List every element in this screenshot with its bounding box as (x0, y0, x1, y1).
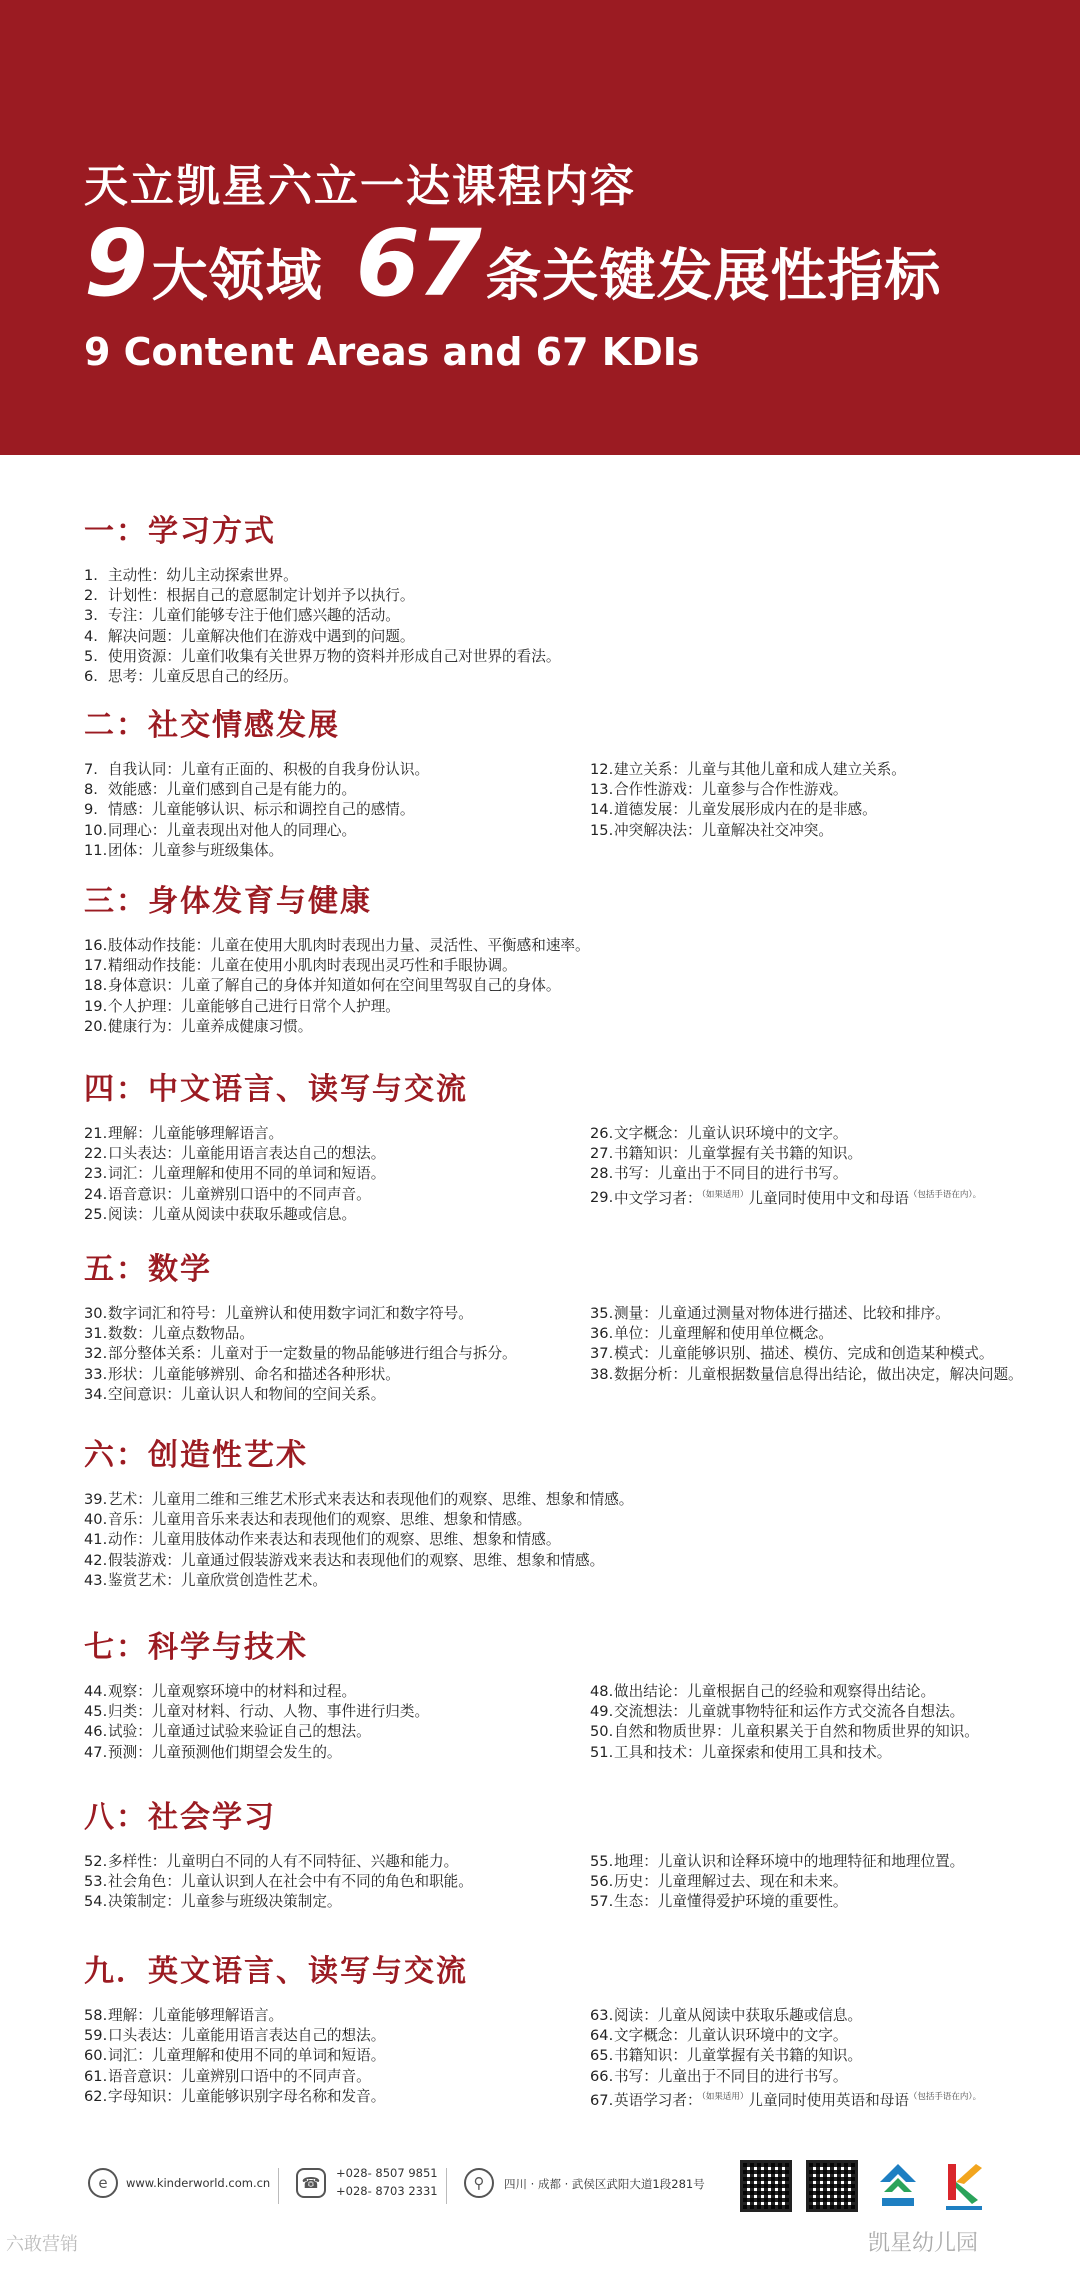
list-item: 61.语音意识：儿童辨别口语中的不同声音。 (84, 2067, 371, 2085)
list-item: 56.历史：儿童理解过去、现在和未来。 (590, 1873, 848, 1891)
location-pin-icon: ⚲ (464, 2168, 494, 2198)
list-item: 45.归类：儿童对材料、行动、人物、事件进行归类。 (84, 1703, 430, 1721)
list-item: 55.地理：儿童认识和诠释环境中的地理特征和地理位置。 (590, 1853, 965, 1870)
section-social-emotional (84, 702, 1074, 859)
list-item: 3. 专注：儿童们能够专注于他们感兴趣的活动。 (84, 607, 400, 625)
list-item: 62.字母知识：儿童能够识别字母名称和发音。 (84, 2087, 386, 2105)
section-title: 四：中文语言、读写与交流 (84, 1072, 468, 1107)
list-item: 24.语音意识：儿童辨别口语中的不同声音。 (84, 1185, 371, 1203)
list-item: 31.数数：儿童点数物品。 (84, 1325, 254, 1343)
list-item: 13.合作性游戏：儿童参与合作性游戏。 (590, 781, 848, 799)
list-item: 29.中文学习者：$^{(如果适用)}$儿童同时使用中文和母语$^{(包括手语在内)。}$ (590, 1189, 982, 1207)
list-item: 23.词汇：儿童理解和使用不同的单词和短语。 (84, 1165, 386, 1183)
section-physical-health (84, 878, 1074, 1035)
list-item: 34.空间意识：儿童认识人和物间的空间关系。 (84, 1385, 386, 1403)
section-english-literacy (84, 1948, 1074, 2109)
kdi-list-right (590, 1124, 1080, 1205)
list-item: 5. 使用资源：儿童们收集有关世界万物的资料并形成自己对世界的看法。 (84, 647, 561, 665)
kdi-list-left (84, 566, 584, 687)
list-item: 15.冲突解决法：儿童解决社交冲突。 (590, 821, 833, 839)
list-item: 39.艺术：儿童用二维和三维艺术形式来表达和表现他们的观察、思维、想象和情感。 (84, 1491, 634, 1508)
list-item: 11.团体：儿童参与班级集体。 (84, 841, 284, 859)
section-science-technology (84, 1624, 1074, 1761)
section-title: 六：创造性艺术 (84, 1438, 308, 1473)
list-item: 46.试验：儿童通过试验来验证自己的想法。 (84, 1723, 371, 1741)
list-item: 41.动作：儿童用肢体动作来表达和表现他们的观察、思维、想象和情感。 (84, 1531, 561, 1549)
list-item: 16.肢体动作技能：儿童在使用大肌肉时表现出力量、灵活性、平衡感和速率。 (84, 937, 590, 954)
kdi-list-left (84, 1490, 984, 1591)
list-item: 42.假装游戏：儿童通过假装游戏来表达和表现他们的观察、思维、想象和情感。 (84, 1551, 605, 1569)
section-title: 二：社交情感发展 (84, 708, 340, 743)
section-title: 五：数学 (84, 1252, 212, 1287)
watermark-right: 凯星幼儿园 (868, 2231, 979, 2256)
list-item: 8. 效能感：儿童们感到自己是有能力的。 (84, 781, 357, 799)
list-item: 64.文字概念：儿童认识环境中的文字。 (590, 2027, 848, 2045)
list-item: 35.测量：儿童通过测量对物体进行描述、比较和排序。 (590, 1305, 950, 1322)
section-social-studies (84, 1794, 1074, 1911)
list-item: 44.观察：儿童观察环境中的材料和过程。 (84, 1683, 357, 1700)
tianli-education-logo (876, 2160, 920, 2212)
kdi-list-left (84, 1682, 584, 1763)
kdi-list-left (84, 1304, 584, 1405)
kdi-list-left (84, 760, 584, 861)
list-item: 7. 自我认同：儿童有正面的、积极的自我身份认识。 (84, 761, 430, 778)
list-item: 20.健康行为：儿童养成健康习惯。 (84, 1017, 313, 1035)
list-item: 2. 计划性：根据自己的意愿制定计划并予以执行。 (84, 587, 415, 605)
list-item: 36.单位：儿童理解和使用单位概念。 (590, 1325, 833, 1343)
footer-phone-1[interactable]: +028- 8507 9851 (336, 2166, 438, 2180)
header-headline (84, 210, 942, 317)
kdi-list-right (590, 2006, 1080, 2107)
list-item: 32.部分整体关系：儿童对于一定数量的物品能够进行组合与拆分。 (84, 1345, 517, 1363)
footer-address: 四川 · 成都 · 武侯区武阳大道1段281号 (504, 2177, 705, 2191)
list-item: 27.书籍知识：儿童掌握有关书籍的知识。 (590, 1145, 863, 1163)
list-item: 48.做出结论：儿童根据自己的经验和观察得出结论。 (590, 1683, 936, 1700)
qr-code-2 (806, 2160, 858, 2212)
list-item: 66.书写：儿童出于不同目的进行书写。 (590, 2067, 848, 2085)
phone-icon: ☎ (296, 2168, 326, 2198)
list-item: 49.交流想法：儿童就事物特征和运作方式交流各自想法。 (590, 1703, 965, 1721)
list-item: 37.模式：儿童能够识别、描述、模仿、完成和创造某种模式。 (590, 1345, 994, 1363)
list-item: 4. 解决问题：儿童解决他们在游戏中遇到的问题。 (84, 627, 415, 645)
list-item: 33.形状：儿童能够辨别、命名和描述各种形状。 (84, 1365, 400, 1383)
list-item: 19.个人护理：儿童能够自己进行日常个人护理。 (84, 997, 400, 1015)
list-item: 30.数字词汇和符号：儿童辨认和使用数字词汇和数字符号。 (84, 1305, 473, 1322)
list-item: 28.书写：儿童出于不同目的进行书写。 (590, 1165, 848, 1183)
list-item: 60.词汇：儿童理解和使用不同的单词和短语。 (84, 2047, 386, 2065)
qr-code-1 (740, 2160, 792, 2212)
kaixing-kindergarten-logo (942, 2158, 986, 2214)
header-subtitle-en: 9 Content Areas and 67 KDIs (84, 330, 700, 374)
list-item: 50.自然和物质世界：儿童积累关于自然和物质世界的知识。 (590, 1723, 979, 1741)
list-item: 63.阅读：儿童从阅读中获取乐趣或信息。 (590, 2007, 863, 2024)
section-title: 一：学习方式 (84, 514, 276, 549)
list-item: 18.身体意识：儿童了解自己的身体并知道如何在空间里驾驭自己的身体。 (84, 977, 561, 995)
headline-kdis-label: 条关键发展性指标 (485, 244, 942, 309)
headline-areas-label: 大领域 (151, 244, 323, 309)
list-item: 14.道德发展：儿童发展形成内在的是非感。 (590, 801, 877, 819)
list-item: 59.口头表达：儿童能用语言表达自己的想法。 (84, 2027, 386, 2045)
footer-website[interactable]: www.kinderworld.com.cn (126, 2176, 271, 2190)
list-item: 17.精细动作技能：儿童在使用小肌肉时表现出灵巧性和手眼协调。 (84, 957, 517, 975)
list-item: 57.生态：儿童懂得爱护环境的重要性。 (590, 1893, 848, 1911)
list-item: 43.鉴赏艺术：儿童欣赏创造性艺术。 (84, 1571, 327, 1589)
list-item: 38.数据分析：儿童根据数量信息得出结论，做出决定，解决问题。 (590, 1365, 1023, 1383)
kdi-list-right (590, 1682, 1080, 1763)
headline-number-areas: 9 (84, 210, 147, 317)
kdi-list-left (84, 1124, 584, 1225)
section-chinese-literacy (84, 1066, 1074, 1223)
list-item: 12.建立关系：儿童与其他儿童和成人建立关系。 (590, 761, 906, 778)
section-title: 三：身体发育与健康 (84, 884, 372, 919)
list-item: 26.文字概念：儿童认识环境中的文字。 (590, 1125, 848, 1142)
kdi-list-left (84, 936, 984, 1037)
list-item: 51.工具和技术：儿童探索和使用工具和技术。 (590, 1743, 892, 1761)
section-title: 九．英文语言、读写与交流 (84, 1954, 468, 1989)
list-item: 54.决策制定：儿童参与班级决策制定。 (84, 1893, 342, 1911)
headline-number-kdis: 67 (355, 210, 480, 317)
list-item: 9. 情感：儿童能够认识、标示和调控自己的感情。 (84, 801, 415, 819)
footer-divider (446, 2168, 447, 2204)
header-title: 天立凯星六立一达课程内容 (84, 161, 636, 212)
footer-phone-2[interactable]: +028- 8703 2331 (336, 2184, 438, 2198)
list-item: 1. 主动性：幼儿主动探索世界。 (84, 567, 298, 584)
list-item: 52.多样性：儿童明白不同的人有不同特征、兴趣和能力。 (84, 1853, 459, 1870)
section-creative-arts (84, 1432, 1074, 1589)
kdi-list-left (84, 1852, 584, 1913)
footer-divider (278, 2168, 279, 2204)
list-item: 10.同理心：儿童表现出对他人的同理心。 (84, 821, 357, 839)
section-title: 七：科学与技术 (84, 1630, 308, 1665)
list-item: 22.口头表达：儿童能用语言表达自己的想法。 (84, 1145, 386, 1163)
header-banner (0, 0, 1080, 455)
list-item: 21.理解：儿童能够理解语言。 (84, 1125, 284, 1142)
list-item: 58.理解：儿童能够理解语言。 (84, 2007, 284, 2024)
section-mathematics (84, 1246, 1074, 1403)
list-item: 53.社会角色：儿童认识到人在社会中有不同的角色和职能。 (84, 1873, 473, 1891)
watermark-left: 六敢营销 (6, 2234, 78, 2255)
list-item: 47.预测：儿童预测他们期望会发生的。 (84, 1743, 342, 1761)
e-globe-icon: e (88, 2168, 118, 2198)
kdi-list-right (590, 1304, 1080, 1385)
section-learning-approaches (84, 508, 1074, 685)
kdi-list-right (590, 1852, 1080, 1913)
list-item: 25.阅读：儿童从阅读中获取乐趣或信息。 (84, 1205, 357, 1223)
list-item: 67.英语学习者：$^{(如果适用)}$儿童同时使用英语和母语$^{(包括手语在内)。}$ (590, 2091, 982, 2109)
section-title: 八：社会学习 (84, 1800, 276, 1835)
list-item: 6. 思考：儿童反思自己的经历。 (84, 667, 298, 685)
kdi-list-right (590, 760, 1080, 841)
list-item: 40.音乐：儿童用音乐来表达和表现他们的观察、思维、想象和情感。 (84, 1511, 532, 1529)
list-item: 65.书籍知识：儿童掌握有关书籍的知识。 (590, 2047, 863, 2065)
kdi-list-left (84, 2006, 584, 2107)
